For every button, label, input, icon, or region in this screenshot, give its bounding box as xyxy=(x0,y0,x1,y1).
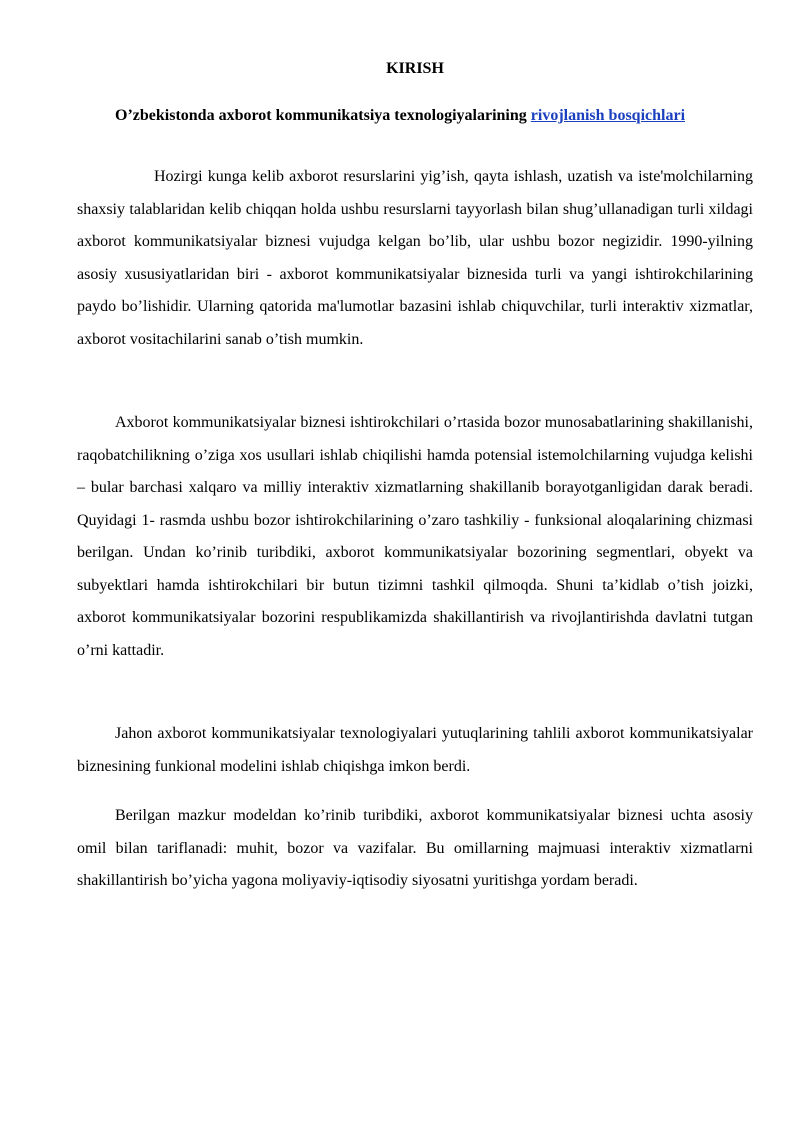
paragraph-1: Hozirgi kunga kelib axborot resurslarini yig’ish, qayta ishlash, uzatish va iste'molchilarning shaxsiy talablaridan kelib chiqqan holda ushbu resurslarni tayyorlash bilan shug’ullanadigan turli xildagi axborot kommunikatsiyalar biznesi vujudga kelgan bo’lib, ular ushbu bozor negizidir. 1990-yilning asosiy xususiyatlaridan biri - axborot kommunikatsiyalar biznesida turli va yangi ishtirokchilarining paydo bo’lishidir. Ularning qatorida ma'lumotlar bazasini ishlab chiquvchilar, turli interaktiv xizmatlar, axborot vositachilarini sanab o’tish mumkin. xyxy=(77,168,753,348)
subtitle-link[interactable]: rivojlanish bosqichlari xyxy=(530,107,686,124)
subtitle-text: O’zbekistonda axborot kommunikatsiya texnologiyalarining xyxy=(115,107,531,124)
paragraph-4: Berilgan mazkur modeldan ko’rinib turibdiki, axborot kommunikatsiyalar biznesi uchta asosiy omil bilan tariflanadi: muhit, bozor va vazifalar. Bu omillarning majmuasi interaktiv xizmatlarni shakillantirish bo’yicha yagona moliyaviy-iqtisodiy siyosatni yuritishga yordam beradi. xyxy=(77,807,753,889)
paragraph-2: Axborot kommunikatsiyalar biznesi ishtirokchilari o’rtasida bozor munosabatlarining shakillanishi, raqobatchilikning o’ziga xos usullari ishlab chiqilishi hamda potensial istemolchilarning vujudga kelishi – bular barchasi xalqaro va milliy interaktiv xizmatlarning shakillanib borayotganligidan darak beradi. Quyidagi 1- rasmda ushbu bozor ishtirokchilarining o’zaro tashkiliy - funksional aloqalarining chizmasi berilgan. Undan ko’rinib turibdiki, axborot kommunikatsiyalar bozorining segmentlari, obyekt va subyektlari hamda ishtirokchilari bir butun tizimni tashkil qilmoqda. Shuni ta’kidlab o’tish joizki, axborot kommunikatsiyalar bozorini respublikamizda shakillantirish va rivojlantirishda davlatni tutgan o’rni kattadir. xyxy=(77,414,753,659)
page-title: KIRISH xyxy=(386,60,444,77)
section-subtitle xyxy=(77,100,753,132)
paragraph-3: Jahon axborot kommunikatsiyalar texnologiyalari yutuqlarining tahlili axborot kommunikatsiyalar biznesining funkional modelini ishlab chiqishga imkon berdi. xyxy=(77,725,753,775)
